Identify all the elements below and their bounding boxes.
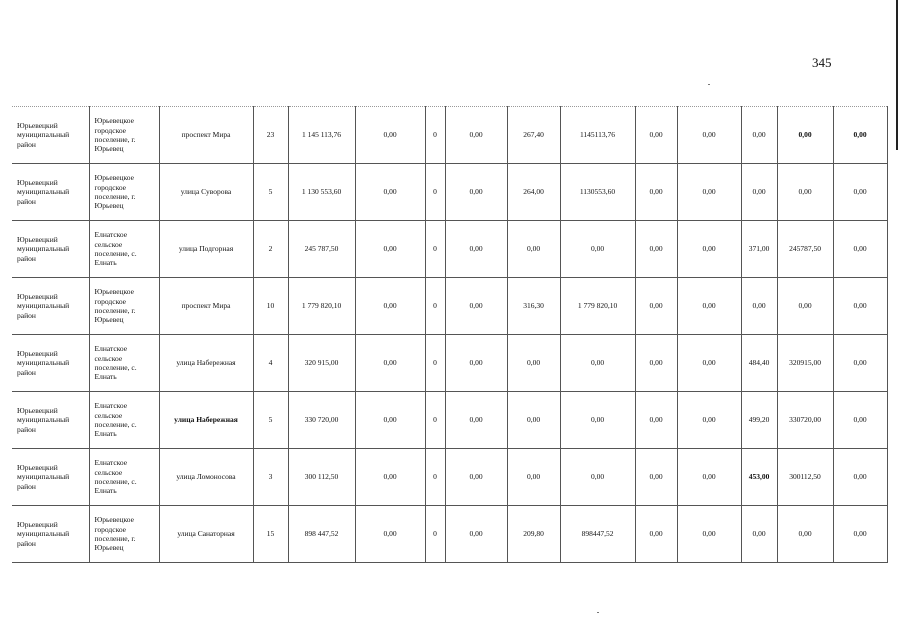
- cell-cost-col-11: 0,00: [635, 164, 677, 221]
- cell-house-number: 5: [253, 164, 288, 221]
- cell-cost-col-10: 898447,52: [560, 506, 635, 563]
- cell-district: Юрьевецкий муниципальный район: [12, 335, 89, 392]
- cell-cost-col-6: 0,00: [355, 335, 425, 392]
- cell-total-cost: 1 130 553,60: [288, 164, 355, 221]
- table-row: [12, 164, 887, 221]
- cell-cost-col-15: 0,00: [833, 335, 887, 392]
- cell-house-number: 4: [253, 335, 288, 392]
- cell-cost-col-8: 0,00: [445, 278, 507, 335]
- cell-cost-col-8: 0,00: [445, 506, 507, 563]
- cell-cost-col-11: 0,00: [635, 506, 677, 563]
- cell-area-col-13: 484,40: [741, 335, 777, 392]
- table-row: [12, 221, 887, 278]
- cell-district: Юрьевецкий муниципальный район: [12, 107, 89, 164]
- cell-settlement: Юрьевецкое городское поселение, г. Юрьевец: [89, 506, 159, 563]
- cell-count-col-7: 0: [425, 392, 445, 449]
- cell-count-col-7: 0: [425, 107, 445, 164]
- cell-cost-col-12: 0,00: [677, 392, 741, 449]
- cell-cost-col-8: 0,00: [445, 449, 507, 506]
- table-row: [12, 449, 887, 506]
- cell-cost-col-15: 0,00: [833, 506, 887, 563]
- cell-settlement: Елнатское сельское поселение, с. Елнать: [89, 335, 159, 392]
- cell-cost-col-14: 300112,50: [777, 449, 833, 506]
- cell-cost-col-12: 0,00: [677, 506, 741, 563]
- cell-cost-col-10: 1130553,60: [560, 164, 635, 221]
- cell-area-col-13: 371,00: [741, 221, 777, 278]
- cell-district: Юрьевецкий муниципальный район: [12, 506, 89, 563]
- cell-area-col-9: 0,00: [507, 221, 560, 278]
- cell-cost-col-12: 0,00: [677, 221, 741, 278]
- cell-total-cost: 300 112,50: [288, 449, 355, 506]
- cell-area-col-13: 0,00: [741, 278, 777, 335]
- cell-house-number: 3: [253, 449, 288, 506]
- cell-settlement: Юрьевецкое городское поселение, г. Юрьевец: [89, 164, 159, 221]
- cell-cost-col-11: 0,00: [635, 221, 677, 278]
- cell-district: Юрьевецкий муниципальный район: [12, 164, 89, 221]
- cell-cost-col-10: 0,00: [560, 392, 635, 449]
- cell-cost-col-11: 0,00: [635, 335, 677, 392]
- cell-count-col-7: 0: [425, 506, 445, 563]
- cell-cost-col-14: 0,00: [777, 164, 833, 221]
- cell-cost-col-11: 0,00: [635, 278, 677, 335]
- cell-settlement: Елнатское сельское поселение, с. Елнать: [89, 221, 159, 278]
- cell-street: улица Набережная: [159, 335, 253, 392]
- cell-cost-col-11: 0,00: [635, 392, 677, 449]
- cell-settlement: Елнатское сельское поселение, с. Елнать: [89, 392, 159, 449]
- cell-street: улица Ломоносова: [159, 449, 253, 506]
- cell-house-number: 10: [253, 278, 288, 335]
- cell-count-col-7: 0: [425, 335, 445, 392]
- cell-count-col-7: 0: [425, 278, 445, 335]
- table-row: [12, 278, 887, 335]
- cell-house-number: 5: [253, 392, 288, 449]
- cell-total-cost: 330 720,00: [288, 392, 355, 449]
- cell-cost-col-14: 0,00: [777, 506, 833, 563]
- cell-cost-col-12: 0,00: [677, 107, 741, 164]
- cell-cost-col-10: 0,00: [560, 335, 635, 392]
- cell-cost-col-10: 0,00: [560, 221, 635, 278]
- cell-cost-col-8: 0,00: [445, 335, 507, 392]
- cell-cost-col-15: 0,00: [833, 164, 887, 221]
- cell-cost-col-14: 0,00: [777, 278, 833, 335]
- cell-street: улица Санаторная: [159, 506, 253, 563]
- cell-cost-col-12: 0,00: [677, 449, 741, 506]
- cell-cost-col-6: 0,00: [355, 278, 425, 335]
- cell-area-col-9: 0,00: [507, 335, 560, 392]
- cell-cost-col-6: 0,00: [355, 107, 425, 164]
- cell-total-cost: 1 145 113,76: [288, 107, 355, 164]
- cell-cost-col-15: 0,00: [833, 449, 887, 506]
- cell-cost-col-8: 0,00: [445, 164, 507, 221]
- cell-cost-col-6: 0,00: [355, 164, 425, 221]
- cell-house-number: 2: [253, 221, 288, 278]
- cell-district: Юрьевецкий муниципальный район: [12, 392, 89, 449]
- cell-cost-col-14: 330720,00: [777, 392, 833, 449]
- cell-cost-col-15: 0,00: [833, 107, 887, 164]
- cell-cost-col-14: 245787,50: [777, 221, 833, 278]
- cell-area-col-9: 316,30: [507, 278, 560, 335]
- cell-cost-col-6: 0,00: [355, 506, 425, 563]
- scan-speck: [597, 612, 599, 613]
- cell-street: проспект Мира: [159, 278, 253, 335]
- cell-cost-col-14: 0,00: [777, 107, 833, 164]
- cell-area-col-13: 499,20: [741, 392, 777, 449]
- cell-settlement: Юрьевецкое городское поселение, г. Юрьевец: [89, 278, 159, 335]
- cell-area-col-9: 267,40: [507, 107, 560, 164]
- cell-street: улица Подгорная: [159, 221, 253, 278]
- registry-table: [12, 106, 888, 563]
- cell-area-col-13: 0,00: [741, 107, 777, 164]
- cell-cost-col-12: 0,00: [677, 335, 741, 392]
- cell-cost-col-8: 0,00: [445, 107, 507, 164]
- cell-cost-col-15: 0,00: [833, 278, 887, 335]
- cell-cost-col-10: 1 779 820,10: [560, 278, 635, 335]
- cell-count-col-7: 0: [425, 449, 445, 506]
- cell-total-cost: 245 787,50: [288, 221, 355, 278]
- table-row: [12, 392, 887, 449]
- scan-speck: [708, 84, 710, 85]
- cell-area-col-9: 0,00: [507, 392, 560, 449]
- cell-cost-col-8: 0,00: [445, 221, 507, 278]
- table-row: [12, 335, 887, 392]
- cell-cost-col-15: 0,00: [833, 392, 887, 449]
- cell-area-col-9: 0,00: [507, 449, 560, 506]
- cell-area-col-9: 264,00: [507, 164, 560, 221]
- cell-settlement: Юрьевецкое городское поселение, г. Юрьевец: [89, 107, 159, 164]
- cell-cost-col-6: 0,00: [355, 449, 425, 506]
- table-row: [12, 506, 887, 563]
- cell-house-number: 23: [253, 107, 288, 164]
- cell-cost-col-6: 0,00: [355, 221, 425, 278]
- cell-cost-col-11: 0,00: [635, 449, 677, 506]
- cell-cost-col-6: 0,00: [355, 392, 425, 449]
- cell-district: Юрьевецкий муниципальный район: [12, 278, 89, 335]
- cell-area-col-13: 0,00: [741, 506, 777, 563]
- cell-total-cost: 898 447,52: [288, 506, 355, 563]
- cell-cost-col-14: 320915,00: [777, 335, 833, 392]
- cell-street: улица Набережная: [159, 392, 253, 449]
- cell-street: проспект Мира: [159, 107, 253, 164]
- cell-cost-col-15: 0,00: [833, 221, 887, 278]
- cell-district: Юрьевецкий муниципальный район: [12, 449, 89, 506]
- cell-cost-col-10: 0,00: [560, 449, 635, 506]
- cell-district: Юрьевецкий муниципальный район: [12, 221, 89, 278]
- cell-settlement: Елнатское сельское поселение, с. Елнать: [89, 449, 159, 506]
- cell-cost-col-10: 1145113,76: [560, 107, 635, 164]
- cell-area-col-13: 453,00: [741, 449, 777, 506]
- cell-street: улица Суворова: [159, 164, 253, 221]
- cell-count-col-7: 0: [425, 164, 445, 221]
- cell-cost-col-12: 0,00: [677, 164, 741, 221]
- cell-area-col-9: 209,80: [507, 506, 560, 563]
- cell-total-cost: 1 779 820,10: [288, 278, 355, 335]
- table-body: [12, 107, 887, 563]
- cell-house-number: 15: [253, 506, 288, 563]
- page-number: 345: [812, 55, 832, 70]
- cell-cost-col-8: 0,00: [445, 392, 507, 449]
- cell-area-col-13: 0,00: [741, 164, 777, 221]
- cell-cost-col-11: 0,00: [635, 107, 677, 164]
- page-edge-line: [896, 0, 898, 150]
- cell-count-col-7: 0: [425, 221, 445, 278]
- cell-cost-col-12: 0,00: [677, 278, 741, 335]
- cell-total-cost: 320 915,00: [288, 335, 355, 392]
- table-row: [12, 107, 887, 164]
